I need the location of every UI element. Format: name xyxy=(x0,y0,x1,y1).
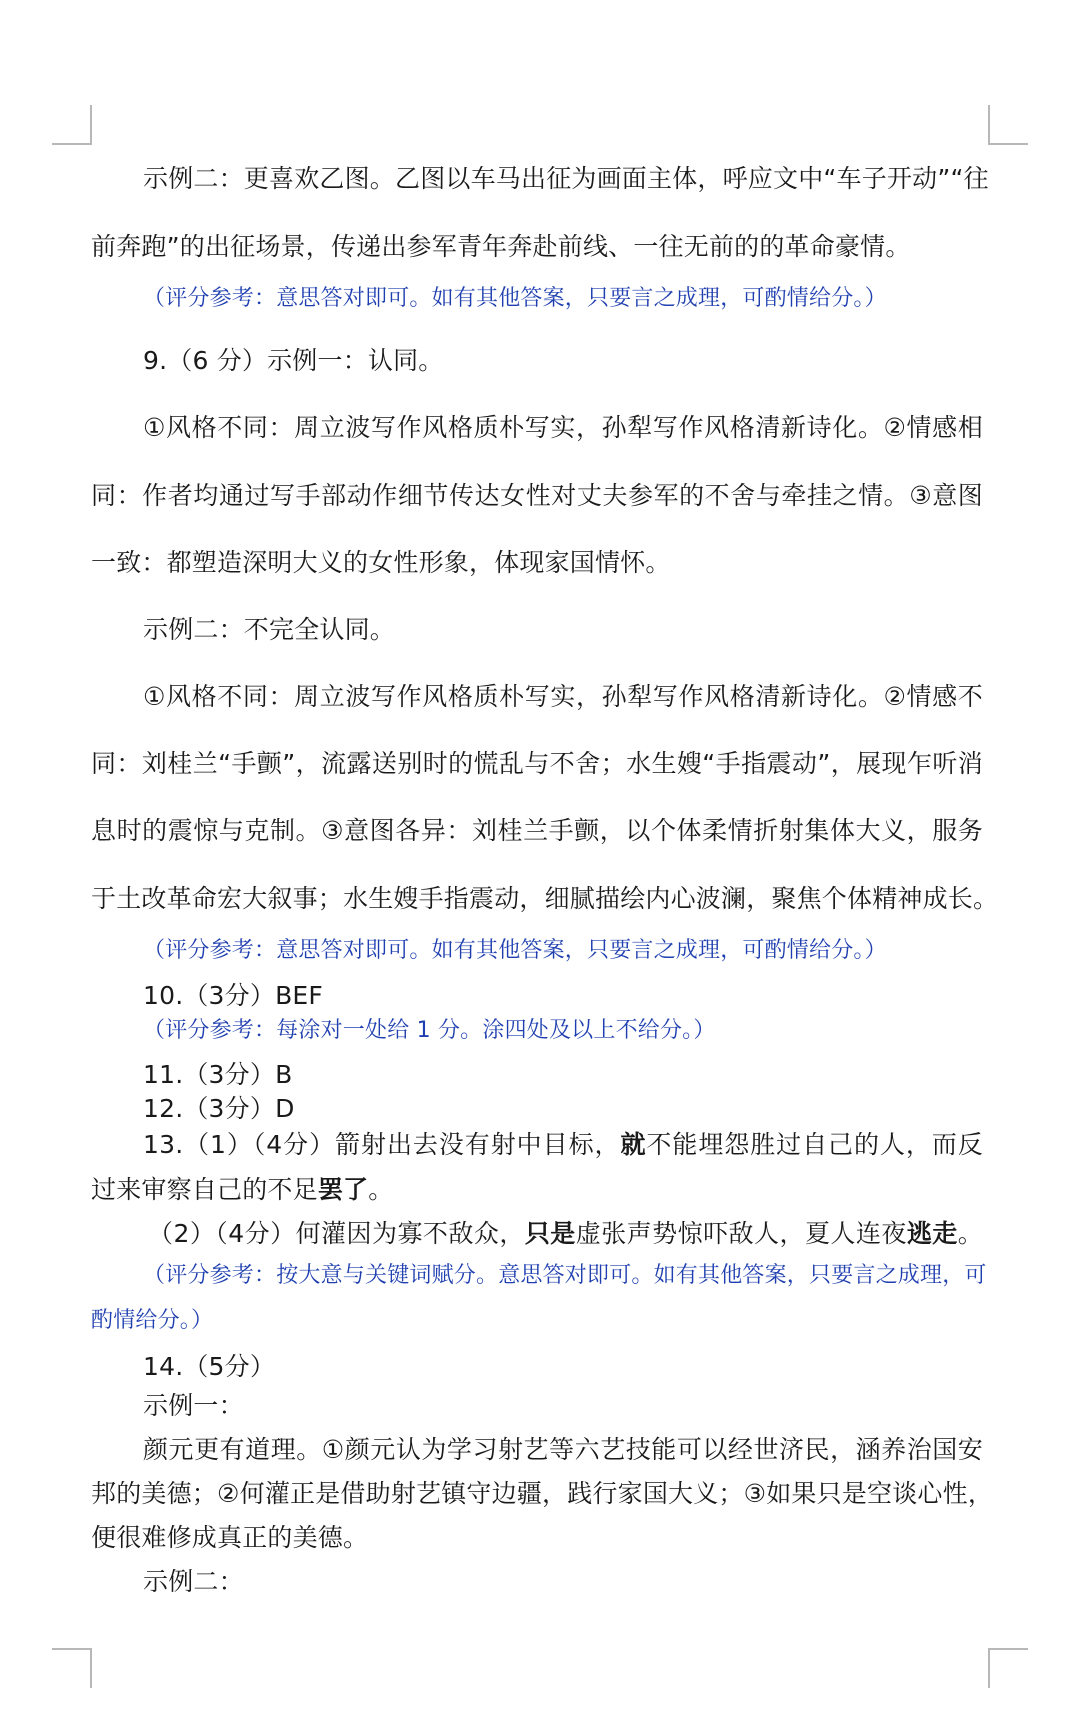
question-11-answer: 11.（3分）B xyxy=(143,1060,293,1089)
text-run: 13.（1）（4分）箭射出去没有射中目标， xyxy=(143,1130,621,1159)
scoring-note: 酌情给分。） xyxy=(91,1308,214,1333)
answer-line: 同：刘桂兰“手颤”，流露送别时的慌乱与不舍；水生嫂“手指震动”，展现乍听消 xyxy=(91,749,983,778)
question-13-line xyxy=(143,1132,983,1157)
question-14-heading: 14.（5分） xyxy=(143,1352,276,1381)
key-word: 逃走 xyxy=(906,1219,958,1248)
page-corner-mark xyxy=(52,1648,92,1688)
question-12-answer: 12.（3分）D xyxy=(143,1094,295,1123)
question-9-heading: 9.（6 分）示例一：认同。 xyxy=(143,346,444,375)
answer-line: 同：作者均通过写手部动作细节传达女性对丈夫参军的不舍与牵挂之情。③意图 xyxy=(91,481,983,510)
answer-line: 一致：都塑造深明大义的女性形象，体现家国情怀。 xyxy=(91,548,671,577)
text-run: 不能埋怨胜过自己的人，而反 xyxy=(646,1130,983,1159)
key-word: 就 xyxy=(620,1130,647,1159)
answer-line: 前奔跑”的出征场景，传递出参军青年奔赴前线、一往无前的的革命豪情。 xyxy=(91,232,911,261)
text-run: 虚张声势惊吓敌人，夏人连夜 xyxy=(575,1219,907,1248)
text-run: 。 xyxy=(368,1175,394,1204)
answer-line: 便很难修成真正的美德。 xyxy=(91,1523,369,1552)
scoring-note: （评分参考：按大意与关键词赋分。意思答对即可。如有其他答案，只要言之成理，可 xyxy=(143,1263,987,1288)
answer-line: 于土改革命宏大叙事；水生嫂手指震动，细腻描绘内心波澜，聚焦个体精神成长。 xyxy=(91,884,999,913)
page-corner-mark xyxy=(52,105,92,145)
question-10-answer: 10.（3分）BEF xyxy=(143,981,323,1010)
answer-line: 示例二：更喜欢乙图。乙图以车马出征为画面主体，呼应文中“车子开动”“往 xyxy=(143,164,989,193)
key-word: 罢了 xyxy=(317,1175,369,1204)
scoring-note: （评分参考：意思答对即可。如有其他答案，只要言之成理，可酌情给分。） xyxy=(143,286,887,311)
scoring-note: （评分参考：意思答对即可。如有其他答案，只要言之成理，可酌情给分。） xyxy=(143,938,887,963)
text-run: （2）（4分）何灌因为寡不敌众， xyxy=(148,1219,525,1248)
example-heading: 示例一： xyxy=(143,1391,244,1420)
key-word: 只是 xyxy=(524,1219,576,1248)
answer-line: ①风格不同：周立波写作风格质朴写实，孙犁写作风格清新诗化。②情感不 xyxy=(143,682,983,711)
question-13-line xyxy=(148,1221,983,1246)
example-heading: 示例二： xyxy=(143,1567,244,1596)
text-run: 过来审察自己的不足 xyxy=(91,1175,318,1204)
text-run: 。 xyxy=(957,1219,983,1248)
page-corner-mark xyxy=(988,1648,1028,1688)
example-heading: 示例二：不完全认同。 xyxy=(143,615,396,644)
answer-line: 息时的震惊与克制。③意图各异：刘桂兰手颤，以个体柔情折射集体大义，服务 xyxy=(91,816,983,845)
answer-line: 邦的美德；②何灌正是借助射艺镇守边疆，践行家国大义；③如果只是空谈心性， xyxy=(91,1479,994,1508)
answer-line: 颜元更有道理。①颜元认为学习射艺等六艺技能可以经世济民，涵养治国安 xyxy=(143,1435,983,1464)
page-corner-mark xyxy=(988,105,1028,145)
scoring-note: （评分参考：每涂对一处给 1 分。涂四处及以上不给分。） xyxy=(143,1018,716,1043)
question-13-line xyxy=(91,1177,393,1202)
answer-line: ①风格不同：周立波写作风格质朴写实，孙犁写作风格清新诗化。②情感相 xyxy=(143,413,983,442)
